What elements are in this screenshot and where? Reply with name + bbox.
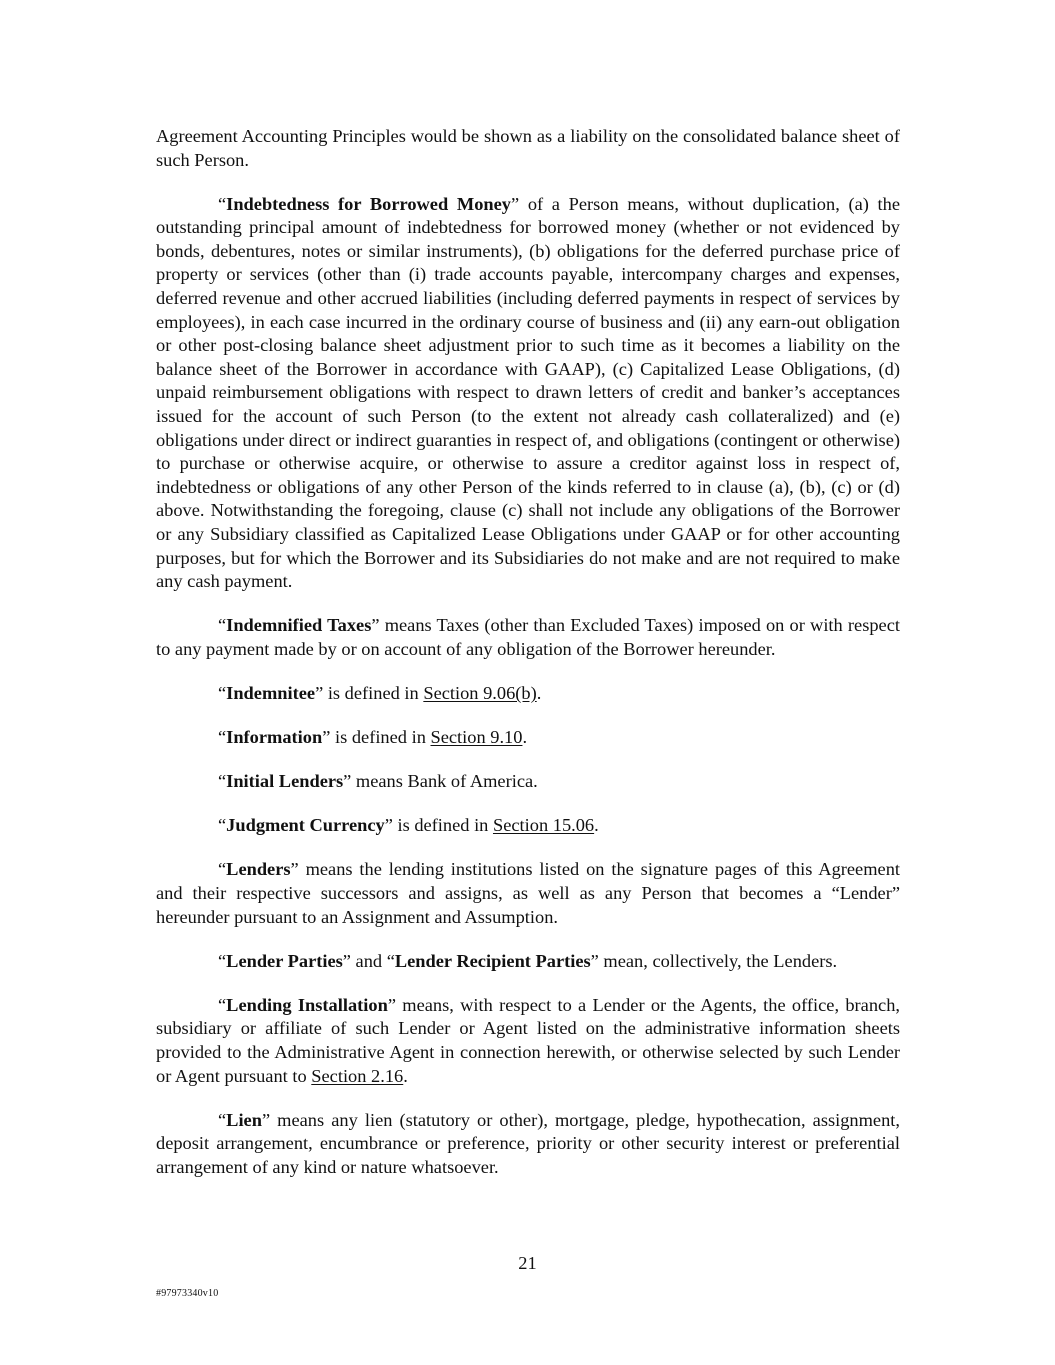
definition-lien	[156, 1109, 900, 1177]
paragraph-text: ” of a Person means, without duplication, (a) the outstanding principal amount of indebtedness for borrowed money (whether or not evidenced by bonds, debentures, notes or similar instruments), (b) obligations for the deferred purchase price of property or services (other than (i) trade accounts payable, intercompany charges and expenses, deferred revenue and other accrued liabilities (including deferred payments in respect of services by employees), in each case incurred in the ordinary course of business and (ii) any earn-out obligation or other post-closing balance sheet adjustment prior to such time as it becomes a liability on the balance sheet of the Borrower in accordance with GAAP), (c) Capitalized Lease Obligations, (d) unpaid reimbursement obligations with respect to drawn letters of credit and banker’s acceptances issued for the account of such Person (to the extent not already cash collateralized) and (e) obligations under direct or indirect guaranties in respect of, and obligations (contingent or otherwise) to purchase or otherwise acquire, or otherwise to assure a creditor against loss in respect of, indebtedness or obligations of any other Person of the kinds referred to in clause (a), (b), (c) or (d) above. Notwithstanding the foregoing, clause (c) shall not include any obligations of the Borrower or any Subsidiary classified as Capitalized Lease Obligations under GAAP or for other accounting purposes, but for which the Borrower and its Subsidiaries do not make and are not required to make any cash payment.	[156, 193, 900, 592]
document-body	[156, 125, 900, 1177]
paragraph-text: ” mean, collectively, the Lenders.	[590, 950, 838, 971]
defined-term: Lender Parties	[226, 950, 343, 971]
paragraph-text: .	[594, 815, 599, 836]
paragraph-text: ” means any lien (statutory or other), mortgage, pledge, hypothecation, assignment, deposit arrangement, encumbrance or preference, priority or other security interest or preferential arrangement of any kind or nature whatsoever.	[156, 1109, 900, 1177]
definition-information	[156, 726, 900, 750]
definition-initial-lenders	[156, 770, 900, 794]
paragraph-text: “	[218, 859, 227, 880]
paragraph-text: ” is defined in	[315, 682, 424, 703]
paragraph-text: .	[536, 682, 542, 703]
document-id: #97973340v10	[156, 1288, 219, 1299]
definition-lender-parties	[156, 950, 900, 974]
definition-indemnified-taxes	[156, 614, 900, 661]
paragraph-text: “	[218, 727, 227, 748]
section-reference: Section 2.16	[311, 1065, 404, 1086]
paragraph-text: ” is defined in	[384, 815, 493, 836]
paragraph-text: “	[218, 682, 227, 703]
paragraph-text: “	[218, 193, 227, 214]
defined-term: Lien	[226, 1109, 262, 1130]
paragraph-text: ” means, with respect to a Lender or the Agents, the office, branch, subsidiary or affiliate of such Lender or Agent listed on the administrative information sheets provided to the Administrative Agent in connection herewith, or otherwise selected by such Lender or Agent pursuant to	[156, 994, 900, 1086]
definition-indemnitee	[156, 682, 900, 706]
paragraph-text: .	[522, 727, 528, 748]
paragraph-text: “	[218, 1109, 227, 1130]
section-reference: Section 9.10	[430, 727, 523, 748]
paragraph-text: “	[218, 950, 227, 971]
definition-lending-installation	[156, 994, 900, 1088]
paragraph-text: ” is defined in	[322, 727, 431, 748]
definition-indebtedness-for-borrowed-money	[156, 193, 900, 594]
paragraph-text: ” and “	[342, 950, 395, 971]
defined-term: Judgment Currency	[226, 815, 385, 836]
paragraph-text: “	[218, 994, 227, 1015]
paragraph-text: Agreement Accounting Principles would be shown as a liability on the consolidated balance sheet of such Person.	[156, 126, 900, 170]
paragraph-text: ” means Bank of America.	[343, 771, 538, 792]
defined-term: Indemnified Taxes	[226, 615, 372, 636]
defined-term: Lender Recipient Parties	[394, 950, 591, 971]
paragraph-text: “	[218, 771, 227, 792]
paragraph-text: ” means the lending institutions listed on the signature pages of this Agreement and their respective successors and assigns, as well as any Person that becomes a “Lender” hereunder pursuant to an Assignment and Assumption.	[156, 859, 900, 927]
defined-term: Lending Installation	[226, 994, 388, 1015]
continuation-paragraph	[156, 125, 900, 172]
section-reference: Section 9.06(b)	[423, 682, 537, 703]
section-reference: Section 15.06	[492, 815, 595, 836]
defined-term: Lenders	[226, 859, 291, 880]
defined-term: Initial Lenders	[226, 771, 344, 792]
paragraph-text: “	[218, 815, 227, 836]
defined-term: Information	[226, 727, 323, 748]
definition-lenders	[156, 858, 900, 929]
paragraph-text: “	[218, 615, 227, 636]
page-number: 21	[518, 1253, 537, 1273]
defined-term: Indebtedness for Borrowed Money	[226, 193, 511, 214]
defined-term: Indemnitee	[226, 682, 316, 703]
paragraph-text: ” means Taxes (other than Excluded Taxes) imposed on or with respect to any payment made by or on account of any obligation of the Borrower hereunder.	[156, 615, 900, 659]
paragraph-text: .	[403, 1065, 408, 1086]
definition-judgment-currency	[156, 814, 900, 838]
